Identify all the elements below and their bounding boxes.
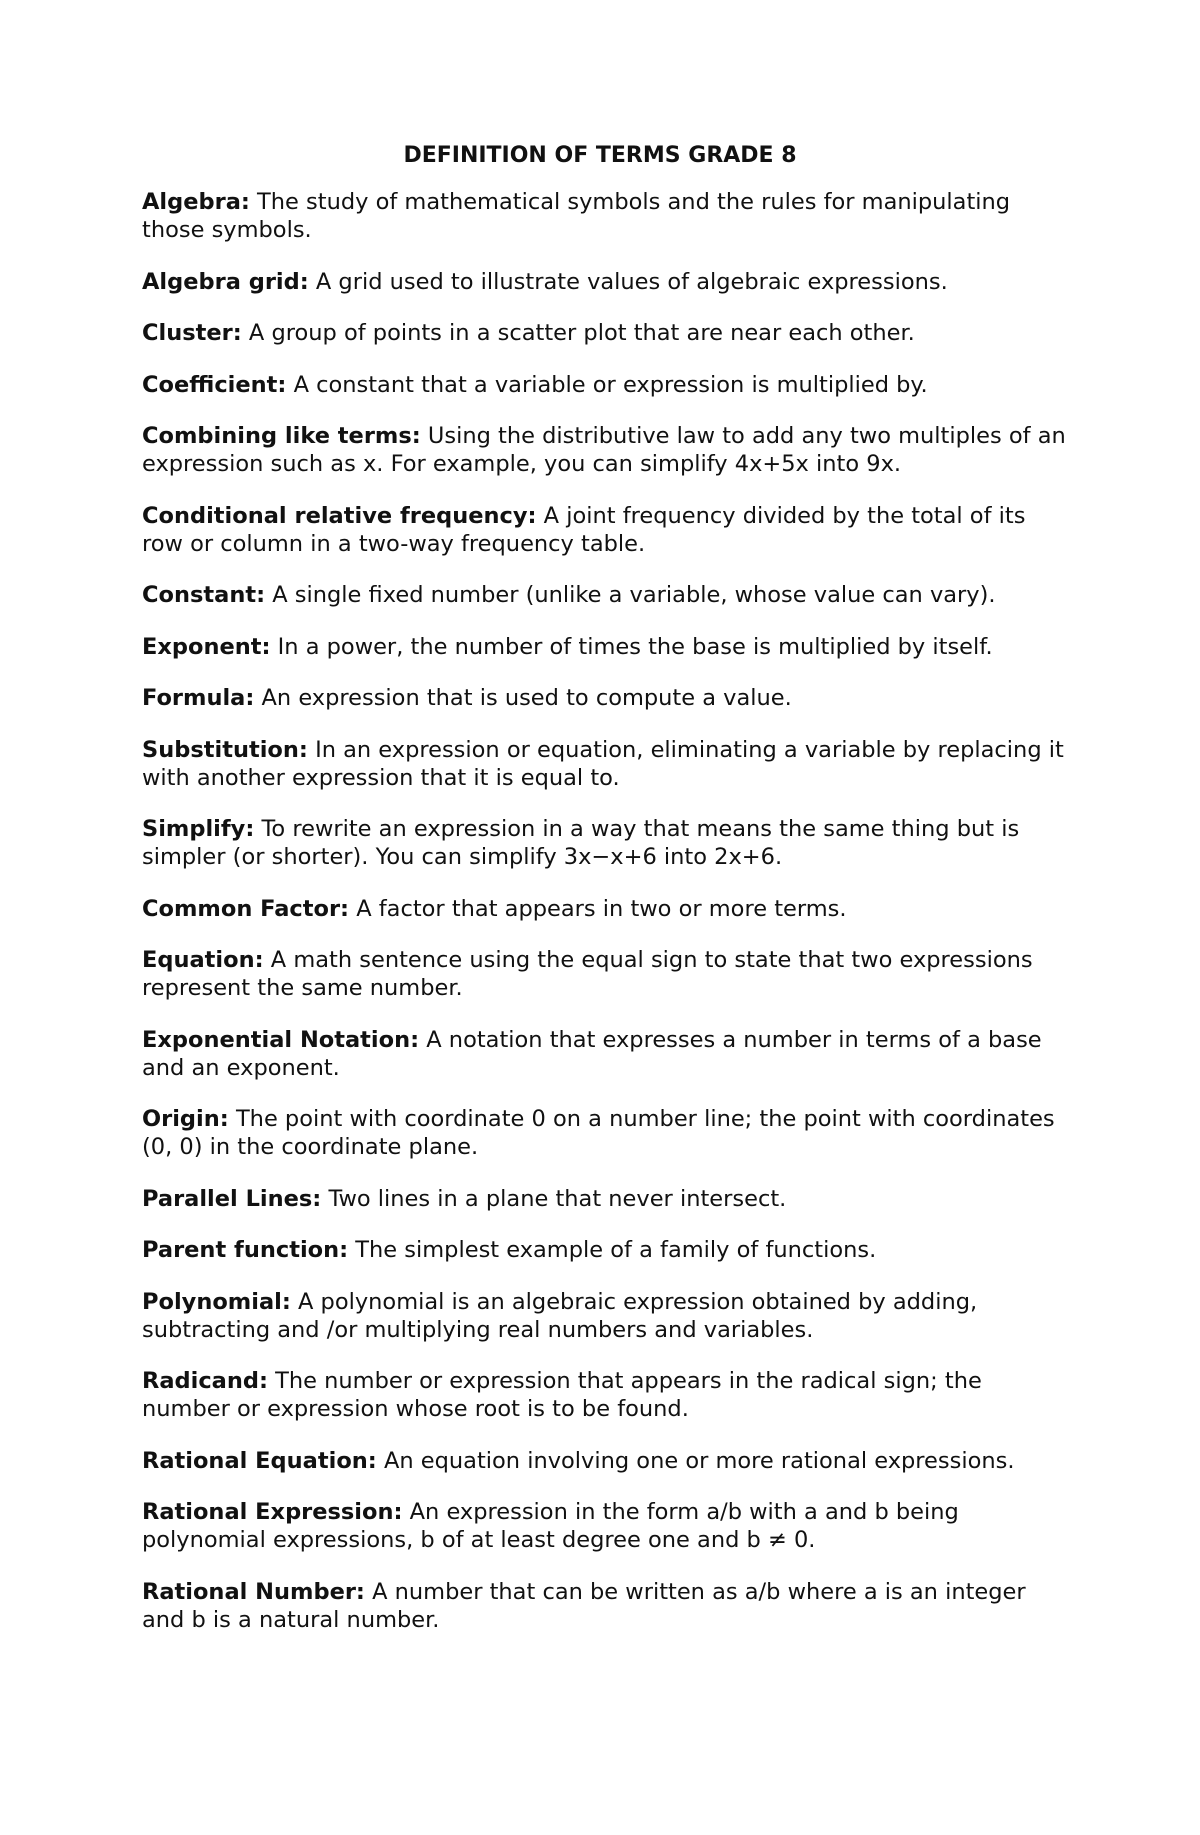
definition-entry bbox=[142, 1367, 1072, 1423]
definition-term: Coefficient: bbox=[142, 371, 287, 398]
definition-entry bbox=[142, 946, 1072, 1002]
definition-term: Formula: bbox=[142, 685, 255, 711]
definition-text: An expression in the form a/b with a and b being polynomial expressions, b of at least degree one and b ≠ 0. bbox=[142, 1499, 959, 1553]
definition-term: Equation: bbox=[142, 947, 264, 973]
definition-term: Cluster: bbox=[142, 320, 242, 346]
definition-text: A single fixed number (unlike a variable, whose value can vary). bbox=[272, 582, 996, 608]
definition-entry bbox=[142, 319, 1072, 347]
definition-term: Parallel Lines: bbox=[142, 1185, 322, 1212]
definition-text: The study of mathematical symbols and the rules for manipulating those symbols. bbox=[142, 189, 1011, 243]
definition-text: A math sentence using the equal sign to state that two expressions represent the same number. bbox=[142, 947, 1033, 1001]
definition-entry bbox=[142, 895, 1072, 923]
definition-entry bbox=[142, 1185, 1072, 1213]
definition-term: Exponent: bbox=[142, 633, 271, 660]
definition-text: A constant that a variable or expression is multiplied by. bbox=[293, 371, 928, 398]
definition-text: The simplest example of a family of functions. bbox=[355, 1237, 877, 1263]
definition-text: To rewrite an expression in a way that means the same thing but is simpler (or shorter). You can simplify 3x−x+6 into 2x+6. bbox=[142, 816, 1020, 870]
definition-entry bbox=[142, 502, 1072, 558]
definition-term: Origin: bbox=[142, 1106, 229, 1132]
definition-entry bbox=[142, 1447, 1072, 1475]
definition-text: The point with coordinate 0 on a number line; the point with coordinates (0, 0) in the coordinate plane. bbox=[142, 1106, 1055, 1160]
definition-entry bbox=[142, 581, 1072, 609]
definition-term: Conditional relative frequency: bbox=[142, 502, 537, 529]
definition-text: A joint frequency divided by the total of its row or column in a two-way frequency table. bbox=[142, 502, 1026, 557]
definition-term: Rational Number: bbox=[142, 1578, 365, 1605]
definition-text: An expression that is used to compute a value. bbox=[261, 685, 792, 711]
definition-entry bbox=[142, 633, 1072, 661]
definition-term: Radicand: bbox=[142, 1368, 268, 1394]
definition-text: A grid used to illustrate values of algebraic expressions. bbox=[315, 268, 948, 295]
definition-term: Rational Expression: bbox=[142, 1499, 403, 1525]
definitions-list bbox=[142, 188, 1072, 1657]
definition-entry bbox=[142, 371, 1072, 399]
definition-text: A polynomial is an algebraic expression obtained by adding, subtracting and /or multiplying real numbers and variables. bbox=[142, 1288, 978, 1343]
definition-entry bbox=[142, 736, 1072, 792]
definition-text: A number that can be written as a/b where a is an integer and b is a natural number. bbox=[142, 1578, 1026, 1633]
definition-term: Exponential Notation: bbox=[142, 1026, 420, 1053]
definition-term: Combining like terms: bbox=[142, 423, 421, 449]
definition-text: Two lines in a plane that never intersect. bbox=[328, 1185, 787, 1212]
definition-entry bbox=[142, 1498, 1072, 1554]
definition-text: A notation that expresses a number in terms of a base and an exponent. bbox=[142, 1026, 1042, 1081]
definition-entry bbox=[142, 1026, 1072, 1082]
definition-text: A factor that appears in two or more terms. bbox=[356, 895, 847, 922]
definition-text: A group of points in a scatter plot that are near each other. bbox=[248, 320, 915, 346]
definition-entry bbox=[142, 1105, 1072, 1161]
definition-term: Substitution: bbox=[142, 736, 308, 763]
definition-term: Rational Equation: bbox=[142, 1447, 377, 1474]
definition-term: Algebra grid: bbox=[142, 268, 309, 295]
definition-text: In an expression or equation, eliminating a variable by replacing it with another expression that it is equal to. bbox=[142, 736, 1064, 791]
definition-term: Constant: bbox=[142, 582, 266, 608]
definition-term: Algebra: bbox=[142, 189, 250, 215]
definition-entry bbox=[142, 815, 1072, 871]
definition-entry bbox=[142, 684, 1072, 712]
definition-term: Parent function: bbox=[142, 1237, 349, 1263]
definition-entry bbox=[142, 422, 1072, 478]
definition-text: The number or expression that appears in the radical sign; the number or expression whose root is to be found. bbox=[142, 1368, 982, 1422]
definition-text: An equation involving one or more rational expressions. bbox=[383, 1447, 1015, 1474]
definition-term: Polynomial: bbox=[142, 1288, 291, 1315]
definition-entry bbox=[142, 1288, 1072, 1344]
definition-entry bbox=[142, 1578, 1072, 1634]
definition-text: Using the distributive law to add any two multiples of an expression such as x. For example, you can simplify 4x+5x into 9x. bbox=[142, 423, 1066, 477]
definition-term: Simplify: bbox=[142, 816, 255, 842]
page-title: DEFINITION OF TERMS GRADE 8 bbox=[403, 143, 797, 168]
definition-entry bbox=[142, 1236, 1072, 1264]
definition-entry bbox=[142, 188, 1072, 244]
definition-entry bbox=[142, 268, 1072, 296]
definition-term: Common Factor: bbox=[142, 895, 350, 922]
definition-text: In a power, the number of times the base is multiplied by itself. bbox=[277, 633, 993, 660]
